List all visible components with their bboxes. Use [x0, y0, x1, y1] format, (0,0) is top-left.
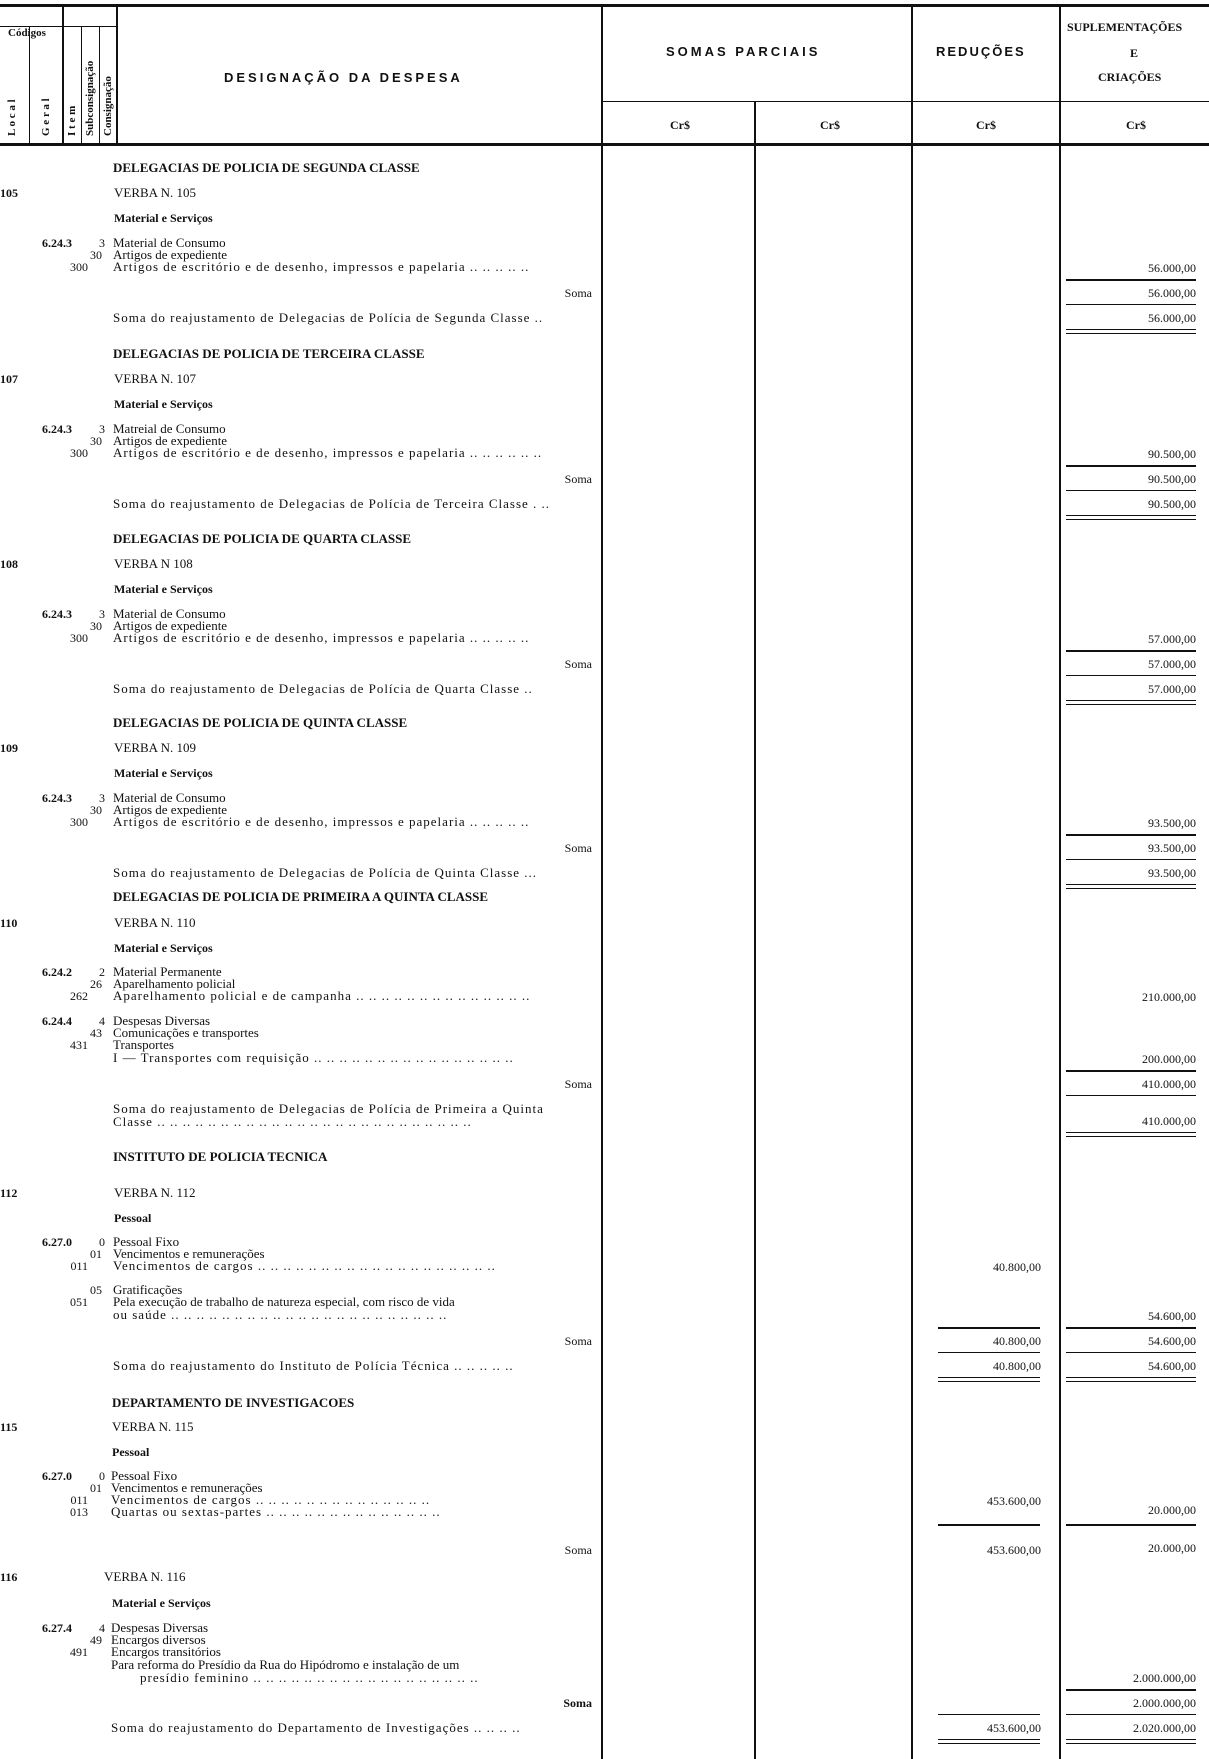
- local-code: 112: [0, 1186, 18, 1200]
- header-currency-somas-2: Cr$: [820, 118, 840, 132]
- verba-label: VERBA N. 109: [114, 740, 196, 755]
- underline: [1066, 1714, 1196, 1715]
- col-divider-suplementacoes: [1059, 7, 1061, 1759]
- sub-label: Artigos de expediente: [113, 247, 228, 262]
- item-code: 3: [99, 791, 105, 805]
- item-code: 3: [99, 236, 105, 250]
- expense-line: Artigos de escritório e de desenho, impressos e papelaria .. .. .. .. .. ..: [113, 445, 543, 460]
- section-title: DELEGACIAS DE POLICIA DE QUARTA CLASSE: [113, 531, 412, 546]
- section-subtitle: Material e Serviços: [114, 766, 213, 780]
- sub-label: Artigos de expediente: [113, 802, 228, 817]
- col-divider-cons: [116, 7, 118, 143]
- soma-value: 54.600,00: [1148, 1334, 1196, 1348]
- total-value: 90.500,00: [1148, 497, 1196, 511]
- total-reducao: 40.800,00: [993, 1359, 1041, 1373]
- local-code: 115: [0, 1420, 18, 1434]
- total-value: 410.000,00: [1142, 1114, 1196, 1128]
- underline: [1066, 650, 1196, 652]
- section-title: DELEGACIAS DE POLICIA DE TERCEIRA CLASSE: [113, 346, 425, 361]
- underline: [938, 1714, 1040, 1715]
- verba-label: VERBA N. 105: [114, 185, 196, 200]
- section-title: DELEGACIAS DE POLICIA DE SEGUNDA CLASSE: [113, 160, 420, 175]
- soma-reducao: 453.600,00: [987, 1543, 1041, 1557]
- item-code: 0: [99, 1469, 105, 1483]
- soma-reducao: 40.800,00: [993, 1334, 1041, 1348]
- underline: [1066, 675, 1196, 676]
- expense-line: I — Transportes com requisição .. .. .. .. .. .. .. .. .. .. .. .. .. .. .. ..: [113, 1050, 514, 1065]
- geral-code: 6.24.3: [42, 422, 72, 436]
- total-value: 93.500,00: [1148, 866, 1196, 880]
- underline: [1066, 1352, 1196, 1353]
- header-currency-divider: [602, 101, 1209, 102]
- header-codigos: Códigos: [8, 27, 46, 39]
- sub-code: 01: [90, 1481, 102, 1495]
- header-somas-parciais: SOMAS PARCIAIS: [666, 44, 821, 59]
- header-consignacao: Consignação: [102, 76, 114, 136]
- double-underline: [1066, 884, 1196, 889]
- item-code: 3: [99, 422, 105, 436]
- header-currency-reducoes: Cr$: [976, 118, 996, 132]
- value: 56.000,00: [1148, 261, 1196, 275]
- item-code: 0: [99, 1235, 105, 1249]
- underline: [1066, 490, 1196, 491]
- expense-line: Artigos de escritório e de desenho, impressos e papelaria .. .. .. .. ..: [113, 259, 530, 274]
- expense-line: Quartas ou sextas-partes .. .. .. .. .. .. .. .. .. .. .. .. .. ..: [111, 1504, 441, 1519]
- local-code: 107: [0, 372, 18, 386]
- underline: [1066, 1689, 1196, 1691]
- expense-line: Artigos de escritório e de desenho, impressos e papelaria .. .. .. .. ..: [113, 814, 530, 829]
- verba-label: VERBA N. 115: [112, 1419, 194, 1434]
- soma-label: Soma: [564, 1077, 592, 1091]
- double-underline: [1066, 700, 1196, 705]
- total-label: Soma do reajustamento de Delegacias de Polícia de Quarta Classe ..: [113, 681, 533, 696]
- section-subtitle: Material e Serviços: [114, 582, 213, 596]
- cons-code: 262: [70, 989, 88, 1003]
- local-code: 116: [0, 1570, 18, 1584]
- soma-label: Soma: [564, 841, 592, 855]
- expense-line-cont: ou saúde .. .. .. .. .. .. .. .. .. .. .. .. .. .. .. .. .. .. .. .. .. ..: [113, 1307, 448, 1322]
- col-divider-geral: [62, 7, 64, 143]
- section-subtitle: Material e Serviços: [114, 941, 213, 955]
- sub-code: 30: [90, 803, 102, 817]
- cons-code: 051: [70, 1295, 88, 1309]
- value: 20.000,00: [1148, 1503, 1196, 1517]
- col-divider-desc: [601, 7, 603, 1759]
- geral-code: 6.24.3: [42, 607, 72, 621]
- item-label: Pessoal Fixo: [113, 1234, 180, 1249]
- total-label: Soma do reajustamento de Delegacias de Polícia de Primeira a Quinta: [113, 1101, 544, 1116]
- sub-code: 30: [90, 248, 102, 262]
- cons-code: 300: [70, 631, 88, 645]
- soma-label: Soma: [564, 472, 592, 486]
- sub-code: 26: [90, 977, 102, 991]
- underline: [1066, 1095, 1196, 1096]
- header-reducoes: REDUÇÕES: [936, 44, 1026, 59]
- sub-label: Aparelhamento policial: [113, 976, 236, 991]
- geral-code: 6.27.0: [42, 1235, 72, 1249]
- underline: [1066, 1524, 1196, 1526]
- soma-value: 57.000,00: [1148, 657, 1196, 671]
- total-label: Soma do reajustamento de Delegacias de Polícia de Terceira Classe . ..: [113, 496, 551, 511]
- soma-value: 20.000,00: [1148, 1541, 1196, 1555]
- sub-label: Vencimentos e remunerações: [113, 1246, 265, 1261]
- header-bottom-border: [0, 143, 1209, 146]
- item-code: 4: [99, 1014, 105, 1028]
- header-currency-suplementacoes: Cr$: [1126, 118, 1146, 132]
- col-divider-sub: [99, 26, 100, 143]
- header-item: I t e m: [66, 105, 78, 136]
- item-label: Material Permanente: [113, 964, 222, 979]
- double-underline: [938, 1739, 1040, 1744]
- sub-code: 49: [90, 1633, 102, 1647]
- verba-label: VERBA N 108: [114, 556, 193, 571]
- underline: [1066, 834, 1196, 836]
- header-geral: G e r a l: [40, 98, 52, 136]
- value: 57.000,00: [1148, 632, 1196, 646]
- soma-value: 2.000.000,00: [1133, 1696, 1196, 1710]
- col-divider-reducoes: [911, 7, 913, 1759]
- total-reducao: 453.600,00: [987, 1721, 1041, 1735]
- expense-line: Vencimentos de cargos .. .. .. .. .. .. .. .. .. .. .. .. .. ..: [111, 1492, 431, 1507]
- header-currency-somas-1: Cr$: [670, 118, 690, 132]
- soma-label: Soma: [564, 286, 592, 300]
- underline: [1066, 859, 1196, 860]
- underline: [1066, 465, 1196, 467]
- total-label: Soma do reajustamento do Departamento de Investigações .. .. .. ..: [111, 1720, 521, 1735]
- cons-label: Encargos transitórios: [111, 1644, 221, 1659]
- value: 93.500,00: [1148, 816, 1196, 830]
- value: 54.600,00: [1148, 1309, 1196, 1323]
- cons-code: 300: [70, 446, 88, 460]
- local-code: 109: [0, 741, 18, 755]
- sub-code: 01: [90, 1247, 102, 1261]
- item-label: Material de Consumo: [113, 606, 226, 621]
- col-divider-somas: [754, 101, 756, 1759]
- expense-line: Artigos de escritório e de desenho, impressos e papelaria .. .. .. .. ..: [113, 630, 530, 645]
- cons-code: 431: [70, 1038, 88, 1052]
- col-divider-item: [81, 26, 82, 143]
- header-criacoes: CRIAÇÕES: [1098, 70, 1162, 84]
- reducao-value: 40.800,00: [993, 1260, 1041, 1274]
- cons-code: 013: [70, 1505, 88, 1519]
- item-label: Matreial de Consumo: [113, 421, 226, 436]
- section-title: INSTITUTO DE POLICIA TECNICA: [113, 1149, 328, 1164]
- underline: [938, 1327, 1040, 1329]
- item-label: Material de Consumo: [113, 790, 226, 805]
- cons-label: Transportes: [113, 1037, 174, 1052]
- double-underline: [1066, 1377, 1196, 1382]
- item-label: Despesas Diversas: [111, 1620, 209, 1635]
- geral-code: 6.24.3: [42, 236, 72, 250]
- section-subtitle: Material e Serviços: [112, 1596, 211, 1610]
- top-border: [0, 4, 1209, 7]
- sub-label: Artigos de expediente: [113, 618, 228, 633]
- soma-label: Soma: [564, 1543, 592, 1557]
- header-e: E: [1130, 46, 1139, 60]
- soma-value: 90.500,00: [1148, 472, 1196, 486]
- cons-code: 011: [70, 1493, 88, 1507]
- header-suplementacoes: SUPLEMENTAÇÕES: [1067, 20, 1183, 34]
- local-code: 110: [0, 916, 18, 930]
- sub-label: Encargos diversos: [111, 1632, 206, 1647]
- geral-code: 6.27.4: [42, 1621, 72, 1635]
- item-code: 2: [99, 965, 105, 979]
- local-code: 105: [0, 186, 18, 200]
- section-subtitle: Pessoal: [112, 1445, 150, 1459]
- double-underline: [1066, 329, 1196, 334]
- verba-label: VERBA N. 110: [114, 915, 196, 930]
- header-designacao: DESIGNAÇÃO DA DESPESA: [224, 70, 463, 85]
- total-value: 57.000,00: [1148, 682, 1196, 696]
- section-title: DELEGACIAS DE POLICIA DE PRIMEIRA A QUINTA CLASSE: [113, 889, 489, 904]
- geral-code: 6.24.2: [42, 965, 72, 979]
- cons-code: 491: [70, 1645, 88, 1659]
- soma-value: 56.000,00: [1148, 286, 1196, 300]
- double-underline: [1066, 1739, 1196, 1744]
- sub-label: Comunicações e transportes: [113, 1025, 259, 1040]
- expense-line: Para reforma do Presídio da Rua do Hipódromo e instalação de um: [111, 1657, 460, 1672]
- item-code: 3: [99, 607, 105, 621]
- expense-line-cont: presídio feminino .. .. .. .. .. .. .. .. .. .. .. .. .. .. .. .. .. ..: [140, 1670, 479, 1685]
- soma-label: Soma: [564, 657, 592, 671]
- verba-label: VERBA N. 107: [114, 371, 196, 386]
- item-label: Material de Consumo: [113, 235, 226, 250]
- reducao-value: 453.600,00: [987, 1494, 1041, 1508]
- total-label: Soma do reajustamento de Delegacias de Polícia de Quinta Classe ...: [113, 865, 538, 880]
- underline: [1066, 279, 1196, 281]
- total-label: Soma do reajustamento do Instituto de Polícia Técnica .. .. .. .. ..: [113, 1358, 514, 1373]
- verba-label: VERBA N. 112: [114, 1185, 196, 1200]
- double-underline: [1066, 1132, 1196, 1137]
- section-title: DEPARTAMENTO DE INVESTIGACOES: [112, 1395, 355, 1410]
- total-label: Soma do reajustamento de Delegacias de Polícia de Segunda Classe ..: [113, 310, 544, 325]
- cons-code: 011: [70, 1259, 88, 1273]
- double-underline: [938, 1377, 1040, 1382]
- underline: [1066, 1327, 1196, 1329]
- item-code: 4: [99, 1621, 105, 1635]
- expense-line: Aparelhamento policial e de campanha .. .. .. .. .. .. .. .. .. .. .. .. .. ..: [113, 988, 531, 1003]
- expense-line: Vencimentos de cargos .. .. .. .. .. .. .. .. .. .. .. .. .. .. .. .. .. .. ..: [113, 1258, 496, 1273]
- soma-value: 410.000,00: [1142, 1077, 1196, 1091]
- header-local: L o c a l: [6, 99, 18, 136]
- soma-value: 93.500,00: [1148, 841, 1196, 855]
- sub-label: Vencimentos e remunerações: [111, 1480, 263, 1495]
- geral-code: 6.24.4: [42, 1014, 72, 1028]
- sub-code: 30: [90, 619, 102, 633]
- section-subtitle: Material e Serviços: [114, 211, 213, 225]
- section-title: DELEGACIAS DE POLICIA DE QUINTA CLASSE: [113, 715, 408, 730]
- sub-code: 30: [90, 434, 102, 448]
- double-underline: [1066, 515, 1196, 520]
- value: 90.500,00: [1148, 447, 1196, 461]
- sub-label: Artigos de expediente: [113, 433, 228, 448]
- value: 200.000,00: [1142, 1052, 1196, 1066]
- underline: [1066, 1070, 1196, 1072]
- verba-label: VERBA N. 116: [104, 1569, 186, 1584]
- expense-line: Pela execução de trabalho de natureza especial, com risco de vida: [113, 1294, 455, 1309]
- cons-code: 300: [70, 260, 88, 274]
- soma-label: Soma: [563, 1696, 592, 1710]
- total-value: 54.600,00: [1148, 1359, 1196, 1373]
- item-label: Despesas Diversas: [113, 1013, 211, 1028]
- total-value: 56.000,00: [1148, 311, 1196, 325]
- sub-code: 43: [90, 1026, 102, 1040]
- header-subconsignacao: Subconsignação: [84, 60, 96, 136]
- section-subtitle: Pessoal: [114, 1211, 152, 1225]
- section-subtitle: Material e Serviços: [114, 397, 213, 411]
- col-divider-local: [29, 26, 30, 143]
- underline: [938, 1524, 1040, 1526]
- item-label: Pessoal Fixo: [111, 1468, 178, 1483]
- geral-code: 6.24.3: [42, 791, 72, 805]
- underline: [938, 1352, 1040, 1353]
- underline: [1066, 304, 1196, 305]
- sub-code: 05: [90, 1283, 102, 1297]
- cons-code: 300: [70, 815, 88, 829]
- value: 2.000.000,00: [1133, 1671, 1196, 1685]
- geral-code: 6.27.0: [42, 1469, 72, 1483]
- soma-label: Soma: [564, 1334, 592, 1348]
- sub-label: Gratificações: [113, 1282, 183, 1297]
- total-label-cont: Classe .. .. .. .. .. .. .. .. .. .. .. .. .. .. .. .. .. .. .. .. .. .. .. .. ..: [113, 1114, 472, 1129]
- value: 210.000,00: [1142, 990, 1196, 1004]
- total-value: 2.020.000,00: [1133, 1721, 1196, 1735]
- local-code: 108: [0, 557, 18, 571]
